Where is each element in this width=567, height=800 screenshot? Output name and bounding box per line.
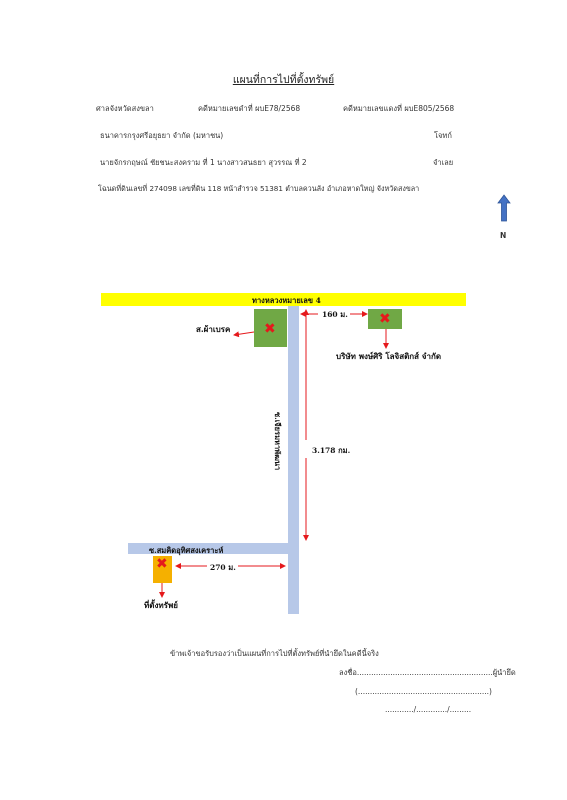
page-title: แผนที่การไปที่ตั้งทรัพย์ [232, 74, 335, 86]
left-landmark-label: ส.ผ้าเบรค [196, 324, 231, 334]
soi-label: ซ.สมคิดอุทิศสงเคราะห์ [149, 546, 224, 555]
vertical-road-label: ซ.เจียรมหาพัฒนา [273, 412, 282, 471]
certification-text: ข้าพเจ้าขอรับรองว่าเป็นแผนที่การไปที่ตั้งทรัพย์ที่นำยึดในคดีนี้จริง [170, 649, 379, 658]
court-name: ศาลจังหวัดสงขลา [96, 104, 154, 113]
signer-name-line: (.......................................................) [355, 687, 492, 696]
dist-right-label: 160 ม. [322, 310, 348, 319]
property-label: ที่ตั้งทรัพย์ [144, 600, 178, 610]
defendant-names: นายจักรกฤษณ์ ชัยชนะสงคราม ที่ 1 นางสาวสนธยา สุวรรณ ที่ 2 [100, 158, 307, 167]
black-case-number: คดีหมายเลขดำที่ ผบE78/2568 [198, 104, 301, 113]
plaintiff-name: ธนาคารกรุงศรีอยุธยา จำกัด (มหาชน) [100, 131, 224, 140]
date-line: ............/............./......... [385, 705, 472, 714]
signature-line: ลงชื่อ.........................................................ผู้นำยึด [339, 668, 516, 677]
dist-soi-label: 270 ม. [210, 563, 236, 572]
defendant-role: จำเลย [433, 158, 454, 167]
plaintiff-role: โจทก์ [434, 131, 452, 140]
compass-label: N [500, 231, 507, 240]
red-case-number: คดีหมายเลขแดงที่ ผบE805/2568 [343, 104, 455, 113]
property-marker-icon: ✖ [156, 556, 168, 572]
land-title-info: โฉนดที่ดินเลขที่ 274098 เลขที่ดิน 118 หน้าสำรวจ 51381 ตำบลควนลัง อำเภอหาดใหญ่ จังหวัดสงขลา [98, 184, 420, 193]
right-landmark-label: บริษัท พงษ์ศิริ โลจิสติกส์ จำกัด [336, 351, 442, 361]
dist-vertical-label: 3.178 กม. [312, 446, 351, 455]
highway-label: ทางหลวงหมายเลข 4 [252, 296, 321, 305]
left-landmark-marker-icon: ✖ [264, 321, 276, 337]
right-landmark-marker-icon: ✖ [379, 311, 391, 327]
arrow-left-landmark [234, 332, 254, 335]
